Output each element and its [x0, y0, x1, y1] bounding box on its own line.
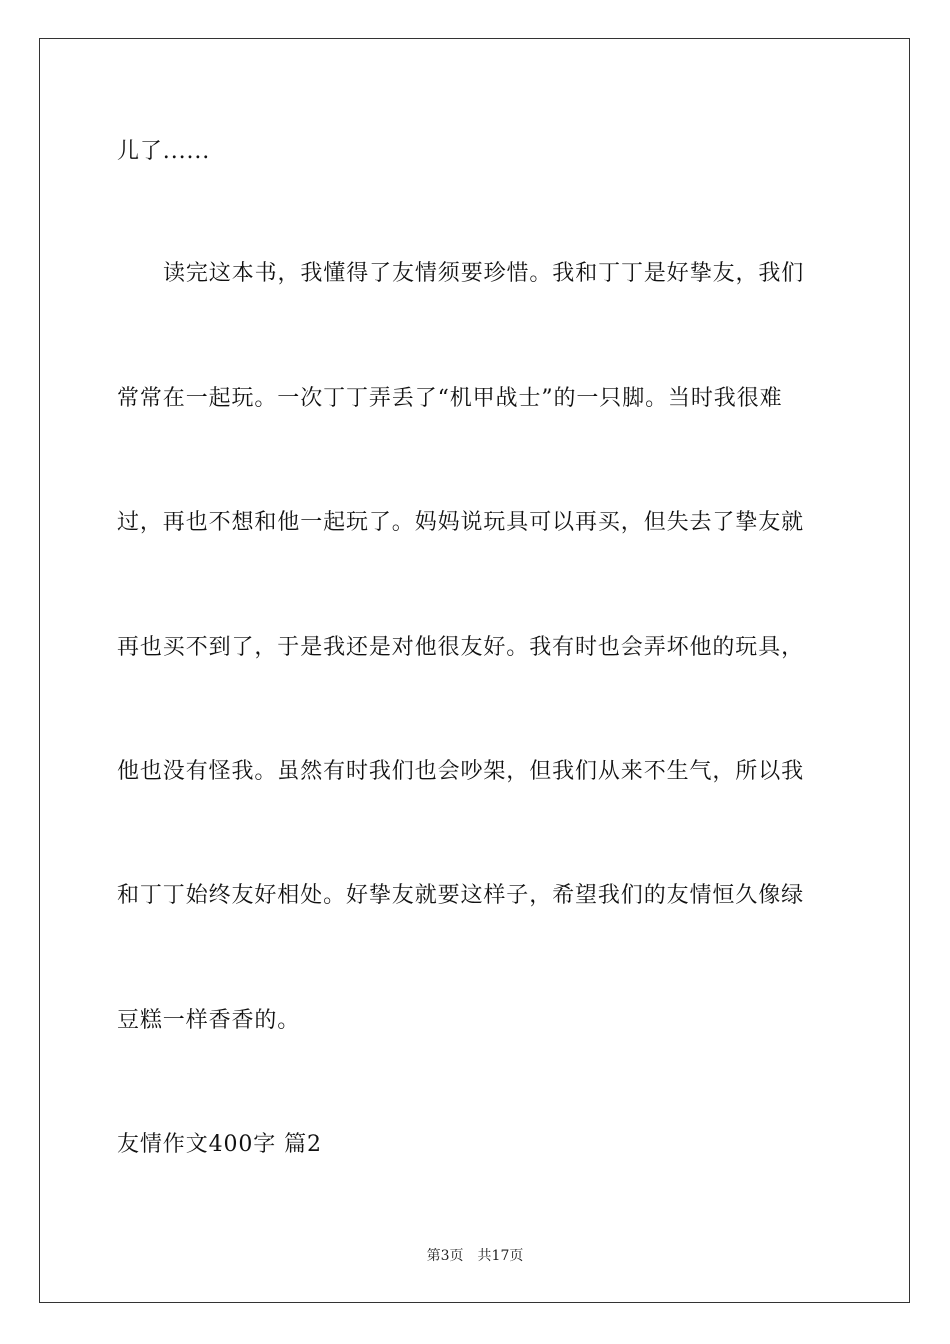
- text-line: 过，再也不想和他一起玩了。妈妈说玩具可以再买，但失去了挚友就: [117, 510, 805, 535]
- page-frame: [39, 38, 910, 1303]
- page-total: 共17页: [477, 1248, 524, 1264]
- paragraph-first-line: 读完这本书，我懂得了友情须要珍惜。我和丁丁是好挚友，我们: [163, 261, 805, 286]
- text-line: 和丁丁始终友好相处。好挚友就要这样子，希望我们的友情恒久像绿: [117, 883, 805, 908]
- text-line: 再也买不到了，于是我还是对他很友好。我有时也会弄坏他的玩具，: [117, 635, 805, 660]
- section-heading: 友情作文400字 篇2: [117, 1132, 322, 1157]
- page-footer: [0, 1246, 950, 1266]
- page-number: 第3页: [426, 1248, 464, 1264]
- text-line: 他也没有怪我。虽然有时我们也会吵架，但我们从来不生气，所以我: [117, 759, 805, 784]
- text-line: 儿了......: [117, 139, 211, 164]
- text-line: 常常在一起玩。一次丁丁弄丢了“机甲战士”的一只脚。当时我很难: [117, 386, 783, 411]
- text-line: 豆糕一样香香的。: [117, 1008, 301, 1033]
